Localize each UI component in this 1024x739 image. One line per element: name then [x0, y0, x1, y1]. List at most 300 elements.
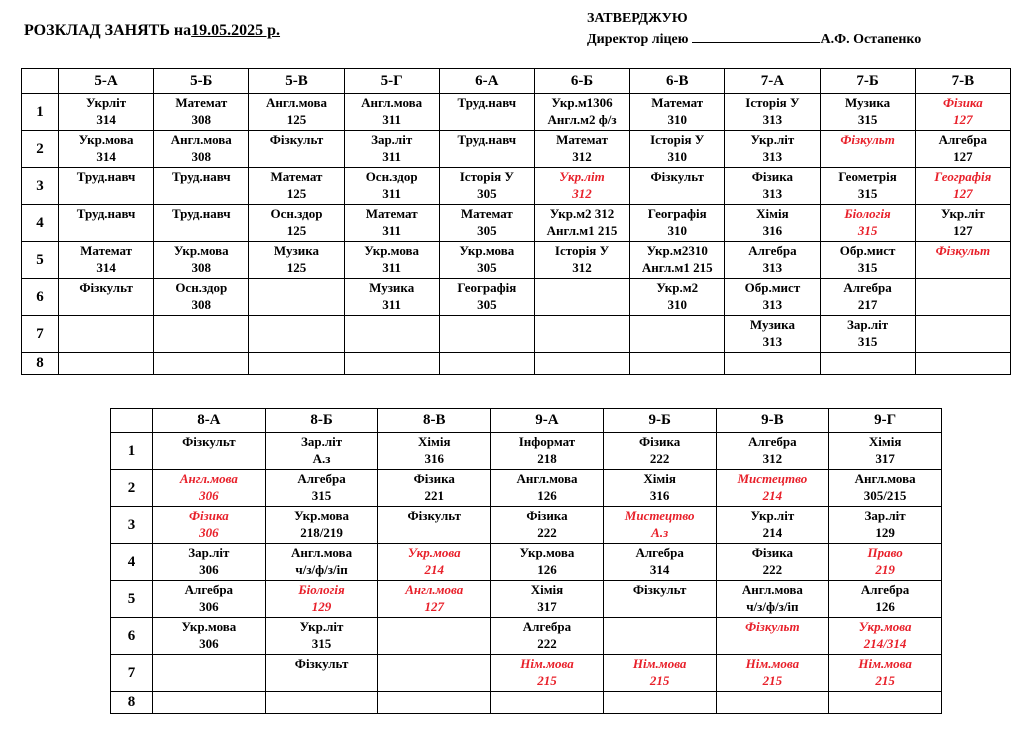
lesson-cell	[439, 242, 534, 279]
room-number: 222	[649, 451, 670, 466]
subject-name: Укр.мова	[519, 545, 575, 560]
lesson-cell	[378, 507, 491, 544]
subject-name: Осн.здор	[175, 280, 228, 295]
lesson-cell	[915, 168, 1010, 205]
subject-name: Фізкульт	[650, 169, 704, 184]
room-number: 315	[857, 334, 878, 349]
room-number: 314	[96, 260, 116, 275]
lesson-cell	[491, 581, 604, 618]
subject-name: Укр.м2 312	[549, 206, 615, 221]
subject-name: Історія У	[650, 132, 705, 147]
lesson-row	[22, 94, 1011, 131]
lesson-row	[111, 470, 942, 507]
lesson-number: 4	[22, 205, 59, 242]
subject-name: Укр.м2	[656, 280, 699, 295]
lesson-cell	[534, 94, 629, 131]
lesson-cell	[491, 692, 604, 714]
subject-name: Фізкульт	[294, 656, 349, 671]
room-number: 221	[424, 488, 444, 503]
table-header-row	[22, 69, 1011, 94]
lesson-cell	[154, 168, 249, 205]
lesson-cell	[820, 131, 915, 168]
lesson-number: 3	[22, 168, 59, 205]
subject-name: Укр.літ	[559, 169, 605, 184]
schedule-title-prefix: РОЗКЛАД ЗАНЯТЬ на	[24, 22, 192, 39]
lesson-cell	[378, 470, 491, 507]
class-header: 6-Б	[534, 69, 629, 94]
lesson-cell	[378, 618, 491, 655]
subject-name: Укр.мова	[364, 243, 420, 258]
room-number: 312	[572, 149, 592, 164]
room-number: 214	[762, 488, 783, 503]
lesson-row	[111, 655, 942, 692]
class-header: 9-А	[491, 409, 604, 433]
subject-name: Математ	[556, 132, 608, 147]
lesson-cell	[59, 279, 154, 316]
room-number: 306	[199, 562, 219, 577]
subject-name: Укр.мова	[459, 243, 515, 258]
lesson-cell	[915, 242, 1010, 279]
room-number: 219	[875, 562, 895, 577]
schedule-table-grades-8-9	[110, 408, 942, 714]
room-number: 311	[382, 223, 402, 238]
room-number: А.з	[651, 525, 669, 540]
lesson-cell	[265, 507, 378, 544]
approval-block	[587, 8, 921, 50]
subject-name: Труд.навч	[457, 95, 517, 110]
subject-name: Алгебра	[635, 545, 684, 560]
subject-name: Укр.м1306	[551, 95, 613, 110]
schedule-date: 19.05.2025 р.	[191, 22, 281, 39]
room-number: 306	[199, 599, 219, 614]
class-header: 8-В	[378, 409, 491, 433]
room-number: 129	[311, 599, 332, 614]
lesson-cell	[603, 433, 716, 470]
subject-name: Труд.навч	[171, 206, 231, 221]
lesson-cell	[344, 353, 439, 375]
lesson-cell	[829, 433, 942, 470]
room-number: 127	[953, 149, 973, 164]
lesson-cell	[534, 316, 629, 353]
class-header: 9-Б	[603, 409, 716, 433]
lesson-cell	[716, 433, 829, 470]
lesson-cell	[154, 353, 249, 375]
lesson-cell	[59, 353, 154, 375]
class-header: 9-Г	[829, 409, 942, 433]
lesson-cell	[829, 544, 942, 581]
lesson-cell	[534, 242, 629, 279]
lesson-cell	[344, 94, 439, 131]
subject-name: Фізкульт	[407, 508, 462, 523]
lesson-cell	[716, 581, 829, 618]
lesson-row	[22, 242, 1011, 279]
lesson-cell	[603, 618, 716, 655]
room-number: 215	[875, 673, 895, 688]
lesson-row	[111, 618, 942, 655]
lesson-number: 1	[111, 433, 153, 470]
room-number: 305	[477, 186, 497, 201]
subject-name: Історія У	[459, 169, 514, 184]
class-header: 8-А	[153, 409, 266, 433]
lesson-number: 2	[111, 470, 153, 507]
room-number: 214/314	[863, 636, 907, 651]
subject-name: Англ.мова	[170, 132, 232, 147]
subject-name: Укр.мова	[294, 508, 349, 523]
room-number: 125	[286, 186, 307, 201]
subject-name: Музика	[369, 280, 415, 295]
subject-name: Математ	[175, 95, 228, 110]
lesson-cell	[725, 205, 820, 242]
room-number: 312	[572, 260, 592, 275]
lesson-cell	[915, 205, 1010, 242]
class-header: 5-А	[59, 69, 154, 94]
subject-name: Фізкульт	[745, 619, 800, 634]
subject-name: Фізика	[751, 545, 794, 560]
subject-name: Алгебра	[522, 619, 572, 634]
subject-name: Математ	[80, 243, 133, 258]
room-number: 312	[572, 186, 592, 201]
lesson-cell	[265, 470, 378, 507]
lesson-number: 2	[22, 131, 59, 168]
lesson-cell	[716, 618, 829, 655]
subject-name: Англ.мова	[741, 582, 803, 597]
room-number: 306	[199, 525, 219, 540]
lesson-cell	[725, 168, 820, 205]
subject-name: Музика	[749, 317, 795, 332]
subject-name: Алгебра	[843, 280, 892, 295]
lesson-number: 4	[111, 544, 153, 581]
lesson-cell	[603, 544, 716, 581]
lesson-cell	[344, 279, 439, 316]
lesson-cell	[344, 168, 439, 205]
subject-name: Музика	[845, 95, 891, 110]
lesson-cell	[915, 279, 1010, 316]
subject-name: Історія У	[554, 243, 610, 258]
lesson-cell	[153, 618, 266, 655]
subject-name: Хімія	[418, 434, 451, 449]
room-number: 314	[649, 562, 670, 577]
lesson-number: 6	[22, 279, 59, 316]
table-header-row	[111, 409, 942, 433]
subject-name: Нім.мова	[520, 656, 574, 671]
lesson-number: 5	[22, 242, 59, 279]
subject-name: Укрліт	[86, 95, 127, 110]
lesson-cell	[725, 242, 820, 279]
class-header: 5-В	[249, 69, 344, 94]
lesson-cell	[829, 618, 942, 655]
subject-name: Укр.літ	[299, 619, 344, 634]
room-number: 308	[191, 260, 212, 275]
subject-name: Англ.мова	[291, 545, 353, 560]
lesson-cell	[154, 316, 249, 353]
subject-name: Укр.мова	[78, 132, 134, 147]
lesson-row	[22, 353, 1011, 375]
subject-name: Англ.мова	[265, 95, 327, 110]
room-number: 315	[311, 636, 332, 651]
schedule-title	[24, 22, 280, 40]
lesson-cell	[265, 655, 378, 692]
lesson-cell	[603, 692, 716, 714]
lesson-number: 8	[22, 353, 59, 375]
lesson-number: 8	[111, 692, 153, 714]
room-number: Англ.м2 ф/з	[547, 112, 617, 127]
schedule-table-grades-5-7	[21, 68, 1011, 375]
subject-name: Хімія	[643, 471, 676, 486]
subject-name: Право	[867, 545, 903, 560]
subject-name: Алгебра	[184, 582, 234, 597]
lesson-cell	[59, 316, 154, 353]
room-number: 311	[382, 149, 402, 164]
subject-name: Обр.мист	[839, 243, 896, 258]
room-number: 305	[477, 297, 497, 312]
subject-name: Нім.мова	[858, 656, 912, 671]
room-number: 315	[857, 260, 878, 275]
lesson-cell	[153, 507, 266, 544]
lesson-cell	[491, 655, 604, 692]
room-number: 311	[382, 186, 402, 201]
lesson-cell	[829, 692, 942, 714]
lesson-cell	[716, 692, 829, 714]
lesson-row	[111, 544, 942, 581]
class-header: 5-Б	[154, 69, 249, 94]
lesson-cell	[439, 168, 534, 205]
room-number: 222	[537, 525, 557, 540]
lesson-cell	[491, 470, 604, 507]
room-number: 214	[424, 562, 444, 577]
subject-name: Алгебра	[938, 132, 988, 147]
room-number: 313	[762, 260, 783, 275]
room-number: 308	[191, 149, 212, 164]
subject-name: Зар.літ	[864, 508, 906, 523]
room-number: 311	[382, 112, 402, 127]
room-number: 313	[762, 186, 783, 201]
subject-name: Алгебра	[860, 582, 910, 597]
corner-cell	[111, 409, 153, 433]
lesson-row	[22, 168, 1011, 205]
subject-name: Фізика	[413, 471, 455, 486]
lesson-cell	[603, 507, 716, 544]
room-number: 308	[191, 112, 212, 127]
subject-name: Нім.мова	[745, 656, 800, 671]
room-number: 215	[537, 673, 557, 688]
lesson-cell	[59, 242, 154, 279]
lesson-cell	[344, 242, 439, 279]
lesson-cell	[153, 581, 266, 618]
corner-cell	[22, 69, 59, 94]
lesson-row	[111, 581, 942, 618]
room-number: 218	[537, 451, 557, 466]
lesson-cell	[153, 692, 266, 714]
subject-name: Англ.мова	[361, 95, 423, 110]
lesson-cell	[829, 581, 942, 618]
room-number: 317	[537, 599, 557, 614]
lesson-cell	[716, 470, 829, 507]
lesson-cell	[725, 131, 820, 168]
room-number: 310	[667, 112, 687, 127]
room-number: 310	[667, 223, 687, 238]
subject-name: Алгебра	[748, 243, 797, 258]
room-number: 313	[762, 297, 783, 312]
room-number: 314	[96, 149, 116, 164]
director-name: А.Ф. Остапенко	[820, 32, 922, 47]
lesson-cell	[249, 205, 344, 242]
room-number: 214	[762, 525, 783, 540]
lesson-cell	[725, 316, 820, 353]
subject-name: Труд.навч	[76, 206, 136, 221]
subject-name: Англ.мова	[179, 471, 238, 486]
subject-name: Укр.мова	[407, 545, 461, 560]
lesson-cell	[630, 279, 725, 316]
lesson-cell	[249, 316, 344, 353]
room-number: 314	[96, 112, 116, 127]
lesson-cell	[249, 131, 344, 168]
lesson-cell	[820, 316, 915, 353]
lesson-cell	[265, 433, 378, 470]
lesson-cell	[59, 205, 154, 242]
subject-name: Математ	[460, 206, 513, 221]
room-number: 127	[953, 223, 973, 238]
lesson-cell	[603, 655, 716, 692]
room-number: 217	[857, 297, 878, 312]
lesson-cell	[154, 94, 249, 131]
room-number: 306	[199, 488, 219, 503]
room-number: 313	[762, 149, 783, 164]
lesson-cell	[378, 581, 491, 618]
subject-name: Нім.мова	[632, 656, 687, 671]
lesson-cell	[534, 205, 629, 242]
subject-name: Музика	[273, 243, 320, 258]
lesson-cell	[249, 242, 344, 279]
signature-line	[692, 29, 820, 43]
room-number: 127	[953, 186, 973, 201]
lesson-cell	[534, 279, 629, 316]
lesson-cell	[491, 544, 604, 581]
lesson-cell	[249, 168, 344, 205]
lesson-cell	[491, 618, 604, 655]
lesson-cell	[630, 168, 725, 205]
room-number: 305	[477, 260, 497, 275]
lesson-cell	[630, 353, 725, 375]
subject-name: Фізкульт	[840, 132, 895, 147]
lesson-cell	[265, 692, 378, 714]
subject-name: Укр.мова	[173, 243, 229, 258]
room-number: 222	[537, 636, 557, 651]
room-number: А.з	[312, 451, 331, 466]
room-number: 311	[382, 297, 402, 312]
room-number: 125	[286, 260, 307, 275]
class-header: 9-В	[716, 409, 829, 433]
subject-name: Хімія	[868, 434, 902, 449]
lesson-cell	[716, 655, 829, 692]
class-header: 6-В	[630, 69, 725, 94]
subject-name: Географія	[934, 169, 992, 184]
room-number: 222	[762, 562, 783, 577]
lesson-cell	[630, 242, 725, 279]
subject-name: Зар.літ	[371, 132, 413, 147]
lesson-number: 7	[22, 316, 59, 353]
lesson-cell	[820, 94, 915, 131]
subject-name: Мистецтво	[624, 508, 695, 523]
subject-name: Математ	[651, 95, 704, 110]
subject-name: Укр.літ	[750, 508, 795, 523]
lesson-cell	[59, 168, 154, 205]
subject-name: Алгебра	[748, 434, 797, 449]
lesson-cell	[439, 353, 534, 375]
room-number: 305/215	[863, 488, 907, 503]
room-number: 316	[649, 488, 670, 503]
subject-name: Біологія	[844, 206, 891, 221]
lesson-cell	[153, 470, 266, 507]
subject-name: Математ	[270, 169, 323, 184]
lesson-cell	[249, 94, 344, 131]
lesson-cell	[491, 433, 604, 470]
lesson-row	[22, 316, 1011, 353]
room-number: Англ.м1 215	[641, 260, 713, 275]
subject-name: Математ	[365, 206, 418, 221]
lesson-cell	[265, 544, 378, 581]
room-number: 215	[762, 673, 783, 688]
lesson-cell	[378, 655, 491, 692]
lesson-cell	[915, 94, 1010, 131]
lesson-cell	[820, 242, 915, 279]
room-number: 125	[286, 112, 307, 127]
subject-name: Зар.літ	[300, 434, 343, 449]
lesson-cell	[439, 205, 534, 242]
lesson-cell	[630, 131, 725, 168]
lesson-row	[22, 279, 1011, 316]
class-header: 7-В	[915, 69, 1010, 94]
room-number: Англ.м1 215	[546, 223, 618, 238]
subject-name: Фізика	[751, 169, 794, 184]
room-number: 315	[857, 112, 878, 127]
lesson-cell	[344, 205, 439, 242]
subject-name: Фізика	[188, 508, 229, 523]
room-number: 127	[424, 599, 444, 614]
lesson-cell	[716, 507, 829, 544]
lesson-number: 7	[111, 655, 153, 692]
subject-name: Фізкульт	[79, 280, 133, 295]
lesson-cell	[59, 94, 154, 131]
lesson-row	[22, 205, 1011, 242]
lesson-cell	[153, 655, 266, 692]
lesson-row	[22, 131, 1011, 168]
lesson-cell	[153, 544, 266, 581]
lesson-cell	[829, 507, 942, 544]
subject-name: Хімія	[756, 206, 789, 221]
lesson-number: 6	[111, 618, 153, 655]
room-number: 126	[537, 488, 557, 503]
lesson-cell	[725, 353, 820, 375]
room-number: 126	[875, 599, 895, 614]
lesson-cell	[915, 316, 1010, 353]
subject-name: Фізика	[639, 434, 681, 449]
lesson-cell	[630, 316, 725, 353]
lesson-cell	[820, 168, 915, 205]
lesson-row	[111, 692, 942, 714]
lesson-cell	[265, 581, 378, 618]
subject-name: Труд.навч	[171, 169, 231, 184]
class-header: 5-Г	[344, 69, 439, 94]
subject-name: Біологія	[298, 582, 345, 597]
approve-label: ЗАТВЕРДЖУЮ	[587, 11, 688, 26]
lesson-cell	[265, 618, 378, 655]
lesson-cell	[344, 316, 439, 353]
lesson-cell	[439, 94, 534, 131]
room-number: 313	[762, 112, 783, 127]
lesson-cell	[249, 279, 344, 316]
subject-name: Фізика	[942, 95, 983, 110]
lesson-cell	[820, 353, 915, 375]
